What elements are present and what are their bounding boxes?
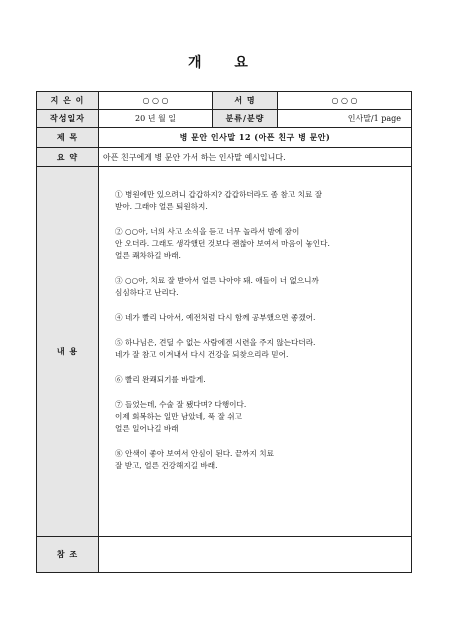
message-item: ⑤ 하나님은, 견딜 수 없는 사람에겐 시련을 주지 않는다더라. 네가 잘 참고 이겨내서 다시 건강을 되찾으리라 믿어. bbox=[115, 338, 316, 359]
date-label: 작성일자 bbox=[37, 110, 99, 128]
subject-value: 병 문안 인사말 12 (아픈 친구 병 문안) bbox=[99, 128, 412, 148]
page-title: 개 요 bbox=[188, 55, 262, 71]
message-item: ③ ○○아, 치료 잘 받아서 얼른 나아야 돼. 애들이 너 없으니까 심심하다고 난리다. bbox=[115, 276, 319, 297]
message-item: ⑧ 안색이 좋아 보여서 안심이 된다. 끝까지 치료 잘 받고, 얼른 건강해지길 바래. bbox=[115, 449, 274, 470]
summary-label: 요 약 bbox=[37, 148, 99, 167]
summary-form-table bbox=[36, 91, 412, 573]
signature-value: ○ ○ ○ bbox=[278, 92, 412, 110]
date-value: 20 년 월 일 bbox=[99, 110, 213, 128]
reference-value bbox=[99, 537, 412, 573]
message-item: ⑦ 들었는데, 수술 잘 됐다며? 다행이다. 이제 회복하는 일만 남았네, 푹 잘 쉬고 얼른 일어나길 바래 bbox=[115, 400, 247, 433]
message-item: ① 병원에만 있으려니 갑갑하지? 갑갑하더라도 좀 참고 치료 잘 받아. 그래야 얼른 퇴원하지. bbox=[115, 190, 323, 211]
author-label: 지 은 이 bbox=[37, 92, 99, 110]
subject-label: 제 목 bbox=[37, 128, 99, 148]
category-value: 인사말/1 page bbox=[278, 110, 412, 128]
summary-value: 아픈 친구에게 병 문안 가서 하는 인사말 예시입니다. bbox=[99, 148, 412, 167]
signature-label: 서 명 bbox=[213, 92, 278, 110]
message-item: ⑥ 빨리 완쾌되기를 바랄게. bbox=[115, 375, 206, 384]
category-label: 분류/분량 bbox=[213, 110, 278, 128]
content-label: 내 용 bbox=[37, 167, 99, 537]
reference-label: 참 조 bbox=[37, 537, 99, 573]
message-item: ② ○○아, 너의 사고 소식을 듣고 너무 놀라서 밤에 잠이 안 오더라. 그래도 생각했던 것보다 괜찮아 보여서 마음이 놓인다. 얼른 쾌차하길 바래. bbox=[115, 227, 330, 260]
author-value: ○ ○ ○ bbox=[99, 92, 213, 110]
message-item: ④ 네가 빨리 나아서, 예전처럼 다시 함께 공부했으면 좋겠어. bbox=[115, 313, 316, 322]
content-body bbox=[99, 167, 412, 537]
